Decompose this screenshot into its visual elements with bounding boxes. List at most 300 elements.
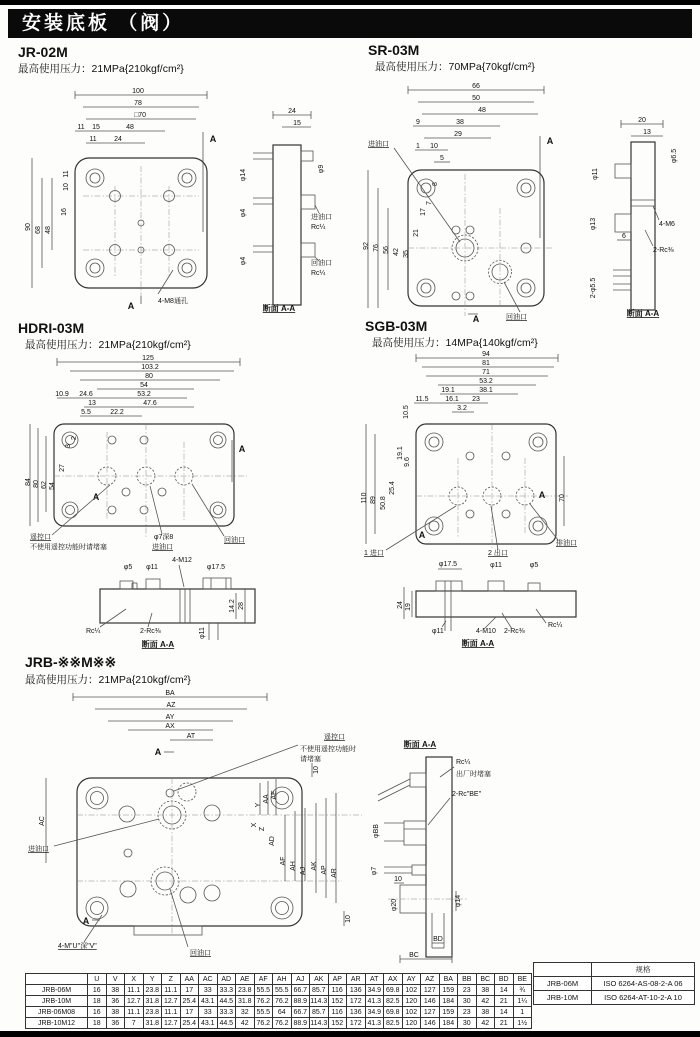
dim-label: φ11 bbox=[199, 627, 206, 639]
dimension-table bbox=[25, 973, 532, 1029]
dim-table-cell: 85.7 bbox=[310, 1007, 329, 1018]
dim-table-row bbox=[26, 1018, 532, 1029]
dim-label: 2-φ5.5 bbox=[590, 277, 597, 299]
dim-table-cell: 23 bbox=[458, 985, 477, 996]
sr03m-section-drawing bbox=[583, 112, 700, 324]
dim-table-header-cell: AA bbox=[180, 974, 199, 985]
dim-label: 35 bbox=[403, 250, 410, 258]
dim-table-cell: 116 bbox=[328, 985, 347, 996]
dim-label: 53.2 bbox=[137, 391, 151, 398]
top-border bbox=[0, 0, 700, 5]
dim-label: 9.6 bbox=[404, 457, 411, 467]
dim-table-cell: 42 bbox=[476, 1018, 495, 1029]
dim-table-cell: 146 bbox=[421, 1018, 440, 1029]
spec-table-row bbox=[534, 991, 695, 1005]
dim-label: 110 bbox=[361, 492, 368, 504]
dim-table-cell: 31.8 bbox=[143, 1018, 162, 1029]
dim-label: AC bbox=[39, 816, 46, 826]
dim-label: 19.1 bbox=[441, 387, 455, 394]
dim-label: A bbox=[238, 444, 246, 454]
dim-label: 断面 A-A bbox=[141, 640, 175, 649]
dim-label: 24 bbox=[397, 601, 404, 609]
dim-table-cell: 55.5 bbox=[254, 985, 273, 996]
dim-label: AP bbox=[321, 865, 328, 875]
dim-label: φ11 bbox=[592, 168, 599, 180]
dim-label: 11 bbox=[63, 170, 70, 178]
dim-label: 11 bbox=[77, 124, 85, 131]
dim-label: 23 bbox=[472, 396, 480, 403]
dim-label: AD bbox=[269, 836, 276, 846]
dim-label: A bbox=[82, 916, 90, 926]
dim-label: 断面 A-A bbox=[262, 304, 296, 313]
dim-label: 15 bbox=[92, 124, 100, 131]
dim-table-cell: 34.9 bbox=[365, 985, 384, 996]
dim-label: 2-Rc⅜ bbox=[140, 628, 161, 635]
pressure-jrb: 最高使用压力：21MPa{210kgf/cm²} bbox=[25, 674, 191, 686]
spec-table-cell: ISO 6264-AS-08-2-A 06 bbox=[592, 977, 695, 991]
dim-label: 8 bbox=[432, 182, 439, 186]
dim-label: 断面 A-A bbox=[403, 740, 437, 749]
dim-label: Rc¼ bbox=[456, 759, 471, 766]
dim-label: 排油口 bbox=[556, 540, 577, 547]
dim-label: AE bbox=[271, 790, 278, 800]
dim-table-row-name: JRB-06M bbox=[26, 985, 88, 996]
dim-label: AT bbox=[186, 733, 196, 740]
dim-label: φ20 bbox=[391, 898, 398, 912]
spec-table-row bbox=[534, 977, 695, 991]
dim-label: 24.6 bbox=[79, 391, 93, 398]
dim-label: Rc¼ bbox=[311, 270, 326, 277]
model-heading-sgb03m: SGB-03M bbox=[365, 318, 428, 334]
dim-label: Z bbox=[259, 826, 266, 832]
dim-label: 70 bbox=[559, 494, 566, 502]
dim-label: 10 bbox=[345, 915, 352, 923]
dim-table-header-cell: BA bbox=[439, 974, 458, 985]
sgb03m-section-drawing bbox=[388, 553, 613, 650]
dim-label: 28 bbox=[238, 602, 245, 610]
dim-table-cell: 114.3 bbox=[310, 997, 328, 1005]
dim-table-header-cell: AE bbox=[236, 974, 255, 985]
dim-table-row-name: JRB-06M08 bbox=[26, 1007, 88, 1018]
dim-label: BA bbox=[165, 690, 175, 697]
dim-table-header-cell: AP bbox=[328, 974, 347, 985]
dim-table-cell: 116 bbox=[328, 1007, 347, 1018]
dim-table-row bbox=[26, 1007, 532, 1018]
dim-table-header-cell: AZ bbox=[421, 974, 440, 985]
dim-table-cell: 43.1 bbox=[199, 996, 218, 1007]
dim-table-cell: 88.9 bbox=[291, 996, 310, 1007]
dim-label: 进油口 bbox=[368, 141, 389, 148]
spec-table-header-row bbox=[534, 963, 695, 977]
dim-table-cell: 1 bbox=[513, 1007, 532, 1018]
dim-table-cell: 44.5 bbox=[217, 1018, 236, 1029]
dim-label: 103.2 bbox=[141, 364, 159, 371]
dim-table-cell: 33.3 bbox=[217, 1007, 236, 1018]
dim-table-header-cell: V bbox=[106, 974, 125, 985]
dim-table-cell: ¾ bbox=[513, 985, 532, 996]
dim-table-cell: 30 bbox=[458, 996, 477, 1007]
dim-table-header-row bbox=[26, 974, 532, 985]
dim-label: 4-M6 bbox=[659, 221, 675, 228]
dim-label: 21 bbox=[413, 229, 420, 237]
dim-label: 回油口 bbox=[190, 950, 211, 957]
dim-label: 2 bbox=[71, 436, 78, 440]
dim-table-cell: 23 bbox=[458, 1007, 477, 1018]
jr02m-section-drawing bbox=[215, 103, 345, 321]
dim-label: A bbox=[127, 301, 135, 311]
dim-label: 进油口 bbox=[28, 846, 49, 853]
jrb-plan-drawing bbox=[22, 683, 387, 975]
dim-table-cell: 159 bbox=[439, 985, 458, 996]
dim-label: 3.2 bbox=[457, 405, 467, 412]
dim-label: 回油口 bbox=[506, 314, 527, 321]
dim-label: 断面 A-A bbox=[461, 639, 495, 648]
dim-table-cell: 152 bbox=[328, 996, 347, 1007]
dim-label: 50.8 bbox=[380, 496, 387, 510]
dim-label: φ17.5 bbox=[206, 564, 226, 571]
dim-label: 16 bbox=[61, 208, 68, 216]
dim-table-cell: 14 bbox=[495, 1007, 514, 1018]
dim-label: X bbox=[251, 822, 258, 828]
dim-label: Rc¼ bbox=[548, 622, 563, 629]
dim-label: 5 bbox=[440, 155, 444, 162]
dim-label: AR bbox=[331, 868, 338, 878]
dim-label: A bbox=[92, 492, 100, 502]
dim-table-cell: 34.9 bbox=[365, 1007, 384, 1018]
dim-label: AX bbox=[165, 723, 175, 730]
dim-table-header-cell: BD bbox=[495, 974, 514, 985]
dim-label: 27 bbox=[59, 464, 66, 472]
dim-label: 遥控口 bbox=[30, 534, 51, 541]
dim-label: φ4 bbox=[240, 256, 247, 266]
dim-label: BC bbox=[409, 952, 419, 959]
jrb-section-drawing bbox=[368, 733, 533, 975]
dim-table-cell: 82.5 bbox=[384, 1018, 403, 1029]
dim-label: φ4 bbox=[240, 208, 247, 218]
spec-table-row-name: JRB-06M bbox=[534, 977, 592, 991]
dim-table-cell: 18 bbox=[88, 1018, 107, 1029]
dim-label: 56 bbox=[383, 246, 390, 254]
sgb03m-plan-drawing bbox=[358, 348, 593, 558]
dim-table-cell: 23.8 bbox=[236, 985, 255, 996]
dim-label: 10 bbox=[394, 876, 402, 883]
dim-table-cell: 16 bbox=[88, 1007, 107, 1018]
dim-label: 10.9 bbox=[55, 391, 69, 398]
dim-table-cell: 17 bbox=[180, 1007, 199, 1018]
dim-label: φ9 bbox=[318, 164, 325, 174]
dim-table-cell: 33 bbox=[199, 1007, 218, 1018]
dim-label: 125 bbox=[142, 355, 154, 362]
dim-label: 4-M10 bbox=[476, 628, 496, 635]
dim-table-cell: 38 bbox=[476, 1007, 495, 1018]
dim-label: 16.1 bbox=[445, 396, 459, 403]
dim-table-cell: 55.5 bbox=[254, 1007, 273, 1018]
dim-table-cell: 184 bbox=[439, 996, 458, 1007]
dim-label: 2 出口 bbox=[488, 550, 508, 557]
dim-label: A bbox=[418, 530, 426, 540]
dim-label: 回油口 bbox=[311, 260, 332, 267]
dim-table-cell: 76.2 bbox=[254, 1018, 273, 1029]
dim-table-row-name: JRB-10M12 bbox=[26, 1018, 88, 1029]
dim-label: 17 bbox=[420, 208, 427, 216]
dim-label: 2-Rc"BE" bbox=[452, 791, 482, 798]
dim-table-cell: 88.9 bbox=[291, 1018, 310, 1029]
dim-table-cell: 25.4 bbox=[180, 1018, 199, 1029]
dim-label: φBB bbox=[373, 824, 380, 838]
dim-label: 遥控口 bbox=[324, 734, 345, 741]
dim-table-cell: 42 bbox=[236, 1018, 255, 1029]
dim-table-cell: 76.2 bbox=[273, 996, 292, 1007]
dim-table-cell: 38 bbox=[106, 1007, 125, 1018]
dim-table-header-cell: BE bbox=[513, 974, 532, 985]
dim-label: 78 bbox=[134, 100, 142, 107]
dim-label: 15 bbox=[293, 120, 301, 127]
dim-table-cell: 82.5 bbox=[384, 996, 403, 1007]
dim-label: φ5 bbox=[123, 564, 133, 571]
dim-label: 84 bbox=[25, 478, 32, 486]
dim-label: 10 bbox=[430, 143, 438, 150]
dim-table-cell: 172 bbox=[347, 1018, 366, 1029]
dim-label: 1 进口 bbox=[364, 550, 384, 557]
dim-table-cell: 11.1 bbox=[162, 1007, 181, 1018]
dim-table-cell: 41.3 bbox=[365, 1018, 384, 1029]
dim-label: 请堵塞 bbox=[300, 756, 321, 763]
dim-table-header-cell: AK bbox=[310, 974, 329, 985]
dim-label: A bbox=[154, 747, 162, 757]
dim-table-cell: 42 bbox=[476, 996, 495, 1007]
pressure-hdri03m: 最高使用压力：21MPa{210kgf/cm²} bbox=[25, 339, 191, 351]
dim-label: 24 bbox=[114, 136, 122, 143]
model-heading-hdri03m: HDRI-03M bbox=[18, 320, 85, 336]
dim-table-cell: 159 bbox=[439, 1007, 458, 1018]
dim-table-cell: 7 bbox=[125, 1018, 144, 1029]
dim-label: 19.1 bbox=[397, 446, 404, 460]
dim-label: 11.5 bbox=[415, 396, 429, 403]
dim-table-cell: 25.4 bbox=[180, 996, 199, 1007]
dim-table-cell: 64 bbox=[273, 1007, 292, 1018]
dim-label: 10 bbox=[63, 183, 70, 191]
dim-label: φ14 bbox=[455, 894, 462, 908]
dim-label: 20 bbox=[638, 117, 646, 124]
dim-table-header-cell: X bbox=[125, 974, 144, 985]
dim-table-cell: 1½ bbox=[513, 1018, 532, 1029]
dim-table-cell: 33.3 bbox=[217, 985, 236, 996]
dim-label: AZ bbox=[166, 702, 176, 709]
dim-label: 50 bbox=[472, 95, 480, 102]
dim-table-cell: 76.2 bbox=[273, 1018, 292, 1029]
dim-table-header-cell: BC bbox=[476, 974, 495, 985]
dim-table-cell: 12.7 bbox=[162, 1018, 181, 1029]
dim-table-header-cell: BB bbox=[458, 974, 477, 985]
dim-label: 100 bbox=[132, 88, 144, 95]
dim-table-cell: 152 bbox=[328, 1018, 347, 1029]
dim-table-cell: 14 bbox=[495, 985, 514, 996]
dim-label: φ17.5 bbox=[438, 561, 458, 568]
dim-label: A bbox=[209, 134, 217, 144]
dim-label: 回油口 bbox=[224, 537, 245, 544]
dim-label: AY bbox=[165, 714, 175, 721]
dim-table-cell: 85.7 bbox=[310, 985, 329, 996]
dim-label: 48 bbox=[45, 226, 52, 234]
dim-table-cell: 120 bbox=[402, 1018, 421, 1029]
dim-label: 2-Rc⅜ bbox=[653, 247, 674, 254]
dim-table-header-cell bbox=[26, 974, 88, 985]
dim-label: 47.6 bbox=[143, 400, 157, 407]
dim-label: 3 bbox=[65, 444, 72, 448]
page-title: 安装底板 （阀） bbox=[8, 9, 692, 38]
dim-label: 10.5 bbox=[403, 405, 410, 419]
sr03m-plan-drawing bbox=[358, 78, 580, 324]
dim-table-cell: 18 bbox=[88, 996, 107, 1007]
dim-label: 19 bbox=[405, 603, 412, 611]
dim-table-header-cell: AR bbox=[347, 974, 366, 985]
dim-label: 38.1 bbox=[479, 387, 493, 394]
dim-table-body bbox=[26, 985, 532, 1029]
dim-label: φ14 bbox=[240, 168, 247, 182]
dim-table-cell: 120 bbox=[402, 996, 421, 1007]
dim-label: 断面 A-A bbox=[626, 309, 660, 318]
dim-table-header-cell: Y bbox=[143, 974, 162, 985]
dim-label: 11 bbox=[89, 136, 97, 143]
dim-label: 80 bbox=[145, 373, 153, 380]
spec-table-header-cell: 规格 bbox=[592, 963, 695, 977]
dim-table-row bbox=[26, 985, 532, 996]
dim-label: 9 bbox=[416, 119, 420, 126]
dim-label: A bbox=[472, 314, 480, 324]
dim-table-cell: 31.8 bbox=[143, 996, 162, 1007]
dim-table-cell: 16 bbox=[88, 985, 107, 996]
dim-label: 90 bbox=[25, 223, 32, 231]
dim-label: 13 bbox=[643, 129, 651, 136]
dim-label: 不使用遥控功能时 bbox=[300, 746, 356, 753]
dim-label: 1 bbox=[416, 143, 420, 150]
dim-table-cell: 76.2 bbox=[254, 996, 273, 1007]
dim-label: 出厂时堵塞 bbox=[456, 771, 491, 778]
dim-label: A bbox=[546, 136, 554, 146]
dim-table-cell: 17 bbox=[180, 985, 199, 996]
dim-table-cell: 11.1 bbox=[162, 985, 181, 996]
dim-table-cell: 23.8 bbox=[143, 1007, 162, 1018]
dim-label: 54 bbox=[140, 382, 148, 389]
dim-label: 62 bbox=[41, 481, 48, 489]
hdri03m-plan-drawing bbox=[22, 352, 260, 556]
dim-table-header-cell: AH bbox=[273, 974, 292, 985]
dim-table-cell: 36 bbox=[106, 996, 125, 1007]
dim-label: 13 bbox=[88, 400, 96, 407]
dim-table-cell: 32 bbox=[236, 1007, 255, 1018]
dim-table-cell: 44.5 bbox=[217, 996, 236, 1007]
dim-label: AF bbox=[280, 856, 287, 866]
dim-label: 2-Rc⅜ bbox=[504, 628, 525, 635]
dim-label: φ5 bbox=[529, 562, 539, 569]
dim-table-header-cell: AD bbox=[217, 974, 236, 985]
dim-table-header-cell: U bbox=[88, 974, 107, 985]
dim-label: φ7 bbox=[371, 866, 378, 876]
pressure-sgb03m: 最高使用压力：14MPa{140kgf/cm²} bbox=[372, 337, 538, 349]
dim-label: BD bbox=[433, 936, 443, 943]
dim-table-row bbox=[26, 996, 532, 1007]
dim-table-cell: 31.8 bbox=[236, 996, 255, 1007]
dim-table-header-cell: AT bbox=[365, 974, 384, 985]
dim-label: 14.2 bbox=[229, 599, 236, 613]
dim-label: AH bbox=[290, 861, 297, 871]
dim-label: 29 bbox=[454, 131, 462, 138]
dim-table-cell: 1¼ bbox=[513, 996, 532, 1007]
dim-table-cell: 33 bbox=[199, 985, 218, 996]
dim-label: 48 bbox=[478, 107, 486, 114]
dim-label: A bbox=[538, 490, 546, 500]
dim-table-cell: 69.8 bbox=[384, 1007, 403, 1018]
dim-table-cell: 102 bbox=[402, 1007, 421, 1018]
jr02m-plan-drawing bbox=[18, 82, 235, 312]
spec-table-cell: ISO 6264-AT-10-2-A 10 bbox=[592, 991, 695, 1005]
dim-table-cell: 114.3 bbox=[310, 1019, 328, 1027]
dim-label: 89 bbox=[370, 496, 377, 504]
dim-label: 71 bbox=[482, 369, 490, 376]
dim-label: AJ bbox=[300, 866, 307, 876]
dim-table-cell: 69.8 bbox=[384, 985, 403, 996]
dim-table-cell: 136 bbox=[347, 985, 366, 996]
dim-label: AA bbox=[263, 794, 270, 804]
pressure-jr02m: 最高使用压力：21MPa{210kgf/cm²} bbox=[18, 63, 184, 75]
dim-label: 68 bbox=[35, 226, 42, 234]
dim-label: 48 bbox=[126, 124, 134, 131]
dim-table-cell: 23.8 bbox=[143, 985, 162, 996]
spec-table-row-name: JRB-10M bbox=[534, 991, 592, 1005]
dim-label: 92 bbox=[363, 242, 370, 250]
dim-table-cell: 11.1 bbox=[125, 985, 144, 996]
dim-table-cell: 38 bbox=[106, 985, 125, 996]
dim-label: φ11 bbox=[490, 562, 502, 569]
hdri03m-section-drawing bbox=[78, 553, 353, 651]
dim-label: 38 bbox=[456, 119, 464, 126]
dim-table-header-cell: AX bbox=[384, 974, 403, 985]
dim-label: AK bbox=[311, 861, 318, 871]
dim-label: φ6.5 bbox=[671, 148, 678, 164]
dim-label: 22.2 bbox=[110, 409, 124, 416]
dim-label: Rc¼ bbox=[86, 628, 101, 635]
dim-label: Y bbox=[255, 802, 262, 808]
dim-label: φ7深8 bbox=[154, 534, 174, 541]
spec-table bbox=[533, 962, 695, 1005]
dim-label: □70 bbox=[133, 112, 147, 119]
dim-table-header-cell: Z bbox=[162, 974, 181, 985]
dim-label: 25.4 bbox=[389, 481, 396, 495]
model-heading-sr03m: SR-03M bbox=[368, 42, 420, 58]
dim-table-cell: 41.3 bbox=[365, 996, 384, 1007]
dim-label: 76 bbox=[373, 244, 380, 252]
dim-table-cell: 12.7 bbox=[162, 996, 181, 1007]
dim-label: φ11 bbox=[146, 564, 158, 571]
dim-label: 进油口 bbox=[152, 544, 173, 551]
spec-table-corner-cell bbox=[534, 963, 592, 977]
dim-table-cell: 184 bbox=[439, 1018, 458, 1029]
dim-table-header-cell: AC bbox=[199, 974, 218, 985]
dim-table-cell: 38 bbox=[476, 985, 495, 996]
model-heading-jr02m: JR-02M bbox=[18, 44, 68, 60]
dim-table-row-name: JRB-10M bbox=[26, 996, 88, 1007]
dim-label: Rc¼ bbox=[311, 224, 326, 231]
dim-table-cell: 66.7 bbox=[291, 985, 310, 996]
dim-label: 66 bbox=[472, 83, 480, 90]
dim-table-header-cell: AF bbox=[254, 974, 273, 985]
dim-table-cell: 66.7 bbox=[291, 1007, 310, 1018]
dim-table-cell: 36 bbox=[106, 1018, 125, 1029]
dim-table-cell: 102 bbox=[402, 985, 421, 996]
dim-label: 6 bbox=[622, 233, 626, 240]
dim-table-cell: 12.7 bbox=[125, 996, 144, 1007]
dim-table-cell: 21 bbox=[495, 996, 514, 1007]
